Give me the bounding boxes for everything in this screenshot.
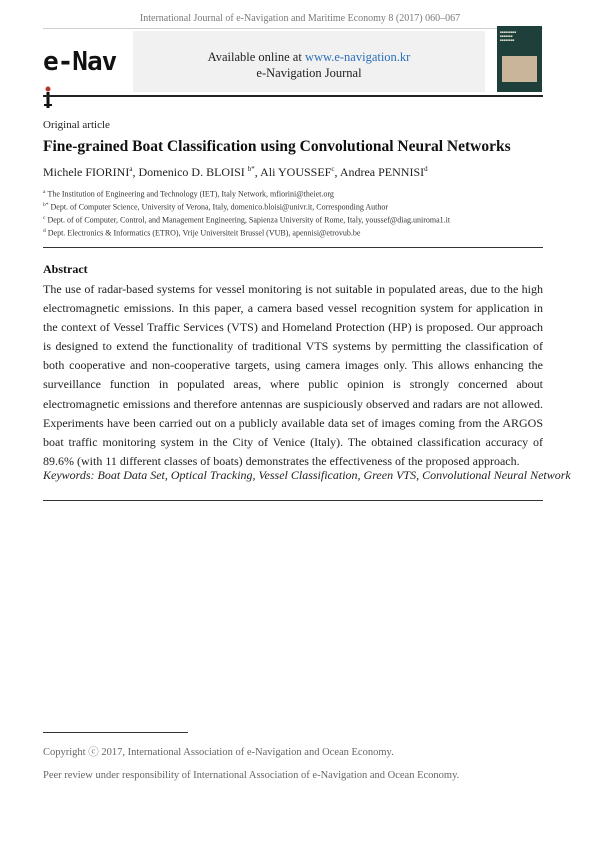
anchor-icon [44,82,52,104]
affiliation: $^{b*}$ Dept. of Computer Science, University of Verona, Italy, domenico.bloisi@univr.it, Corresponding Author [43,201,389,212]
availability-line: Available online at www.e-navigation.kr [207,50,411,64]
abstract-top-rule [43,247,543,248]
journal-url-link[interactable]: www.e-navigation.kr [304,50,411,64]
author: Domenico D. BLOISI [138,165,245,179]
author-affil-mark: d [424,165,428,173]
author: Michele FIORINI [43,165,130,179]
affiliation: $^a$ The Institution of Engineering and Technology (IET), Italy Network, mfiorini@theiet.org [43,189,334,199]
author-affil-mark: b* [247,165,255,173]
author: Andrea PENNISI [339,165,425,179]
keywords: Keywords: Boat Data Set, Optical Tracking, Vessel Classification, Green VTS, Convolutional Neural Network [43,468,571,482]
author-affil-mark: a [129,165,133,173]
peer-review-notice: Peer review under responsibility of International Association of e-Navigation and Ocean Economy. [43,770,460,781]
affiliation-list [43,187,553,239]
journal-logo [43,44,123,80]
cover-photo [502,56,537,82]
copyright-notice: Copyright ⓒ 2017, International Association of e-Navigation and Ocean Economy. [43,747,394,758]
affiliation: $^c$ Dept. of of Computer, Control, and Management Engineering, Sapienza University of Rome, Italy, youssef@diag.uniroma1.it [43,214,451,225]
header-bottom-rule [43,95,543,97]
footnote-rule [43,732,188,733]
header-top-rule [43,28,543,29]
journal-cover-image [497,26,542,92]
author-affil-mark: c [331,165,335,173]
logo-text: e-Nav [43,47,117,77]
affiliation: $^d$ Dept. Electronics & Informatics (ETRO), Vrije Universiteit Brussel (VUB), apennisi@etrovub.be [43,227,361,238]
journal-name: e-Navigation Journal [256,66,362,80]
article-type: Original article [43,119,110,131]
abstract-bottom-rule [43,500,543,501]
cover-title-art: ■■■■■■■■■ ■■■■■■■ ■■■■■■■■ [500,30,517,42]
abstract-body: The use of radar-based systems for vessel monitoring is not suitable in populated areas, due to the high electromagnetic emissions. In this paper, a camera based vessel recognition system for application in the context of Vessel Traffic Services (VTS) and Homeland Protection (HP) is proposed. Our approach is designed to extend the functionality of traditional VTS systems by permitting the classification of both cooperative and non-cooperative targets, using camera images only. This allows enhancing the surveillance function in populated areas, where public opinion is strongly concerned about electromagnetic emissions and therefore antennas are suspiciously observed and radars are not allowed. Experiments have been carried out on a publicly available data set of images coming from the ARGOS boat traffic monitoring system in the City of Venice (Italy). The obtained classification accuracy of 89.6% (with 11 different classes of boats) demonstrates the effectiveness of the proposed approach. [43,282,543,468]
running-header: International Journal of e-Navigation and Maritime Economy 8 (2017) 060–067 [139,13,461,24]
abstract-heading: Abstract [43,262,88,276]
journal-banner [133,31,485,92]
paper-title: Fine-grained Boat Classification using Convolutional Neural Networks [43,138,511,155]
author: Ali YOUSSEF [260,165,332,179]
author-list: Michele FIORINI$^a$, Domenico D. BLOISI $^{b*}$, Ali YOUSSEF$^c$, Andrea PENNISI$^d$ [43,165,428,179]
